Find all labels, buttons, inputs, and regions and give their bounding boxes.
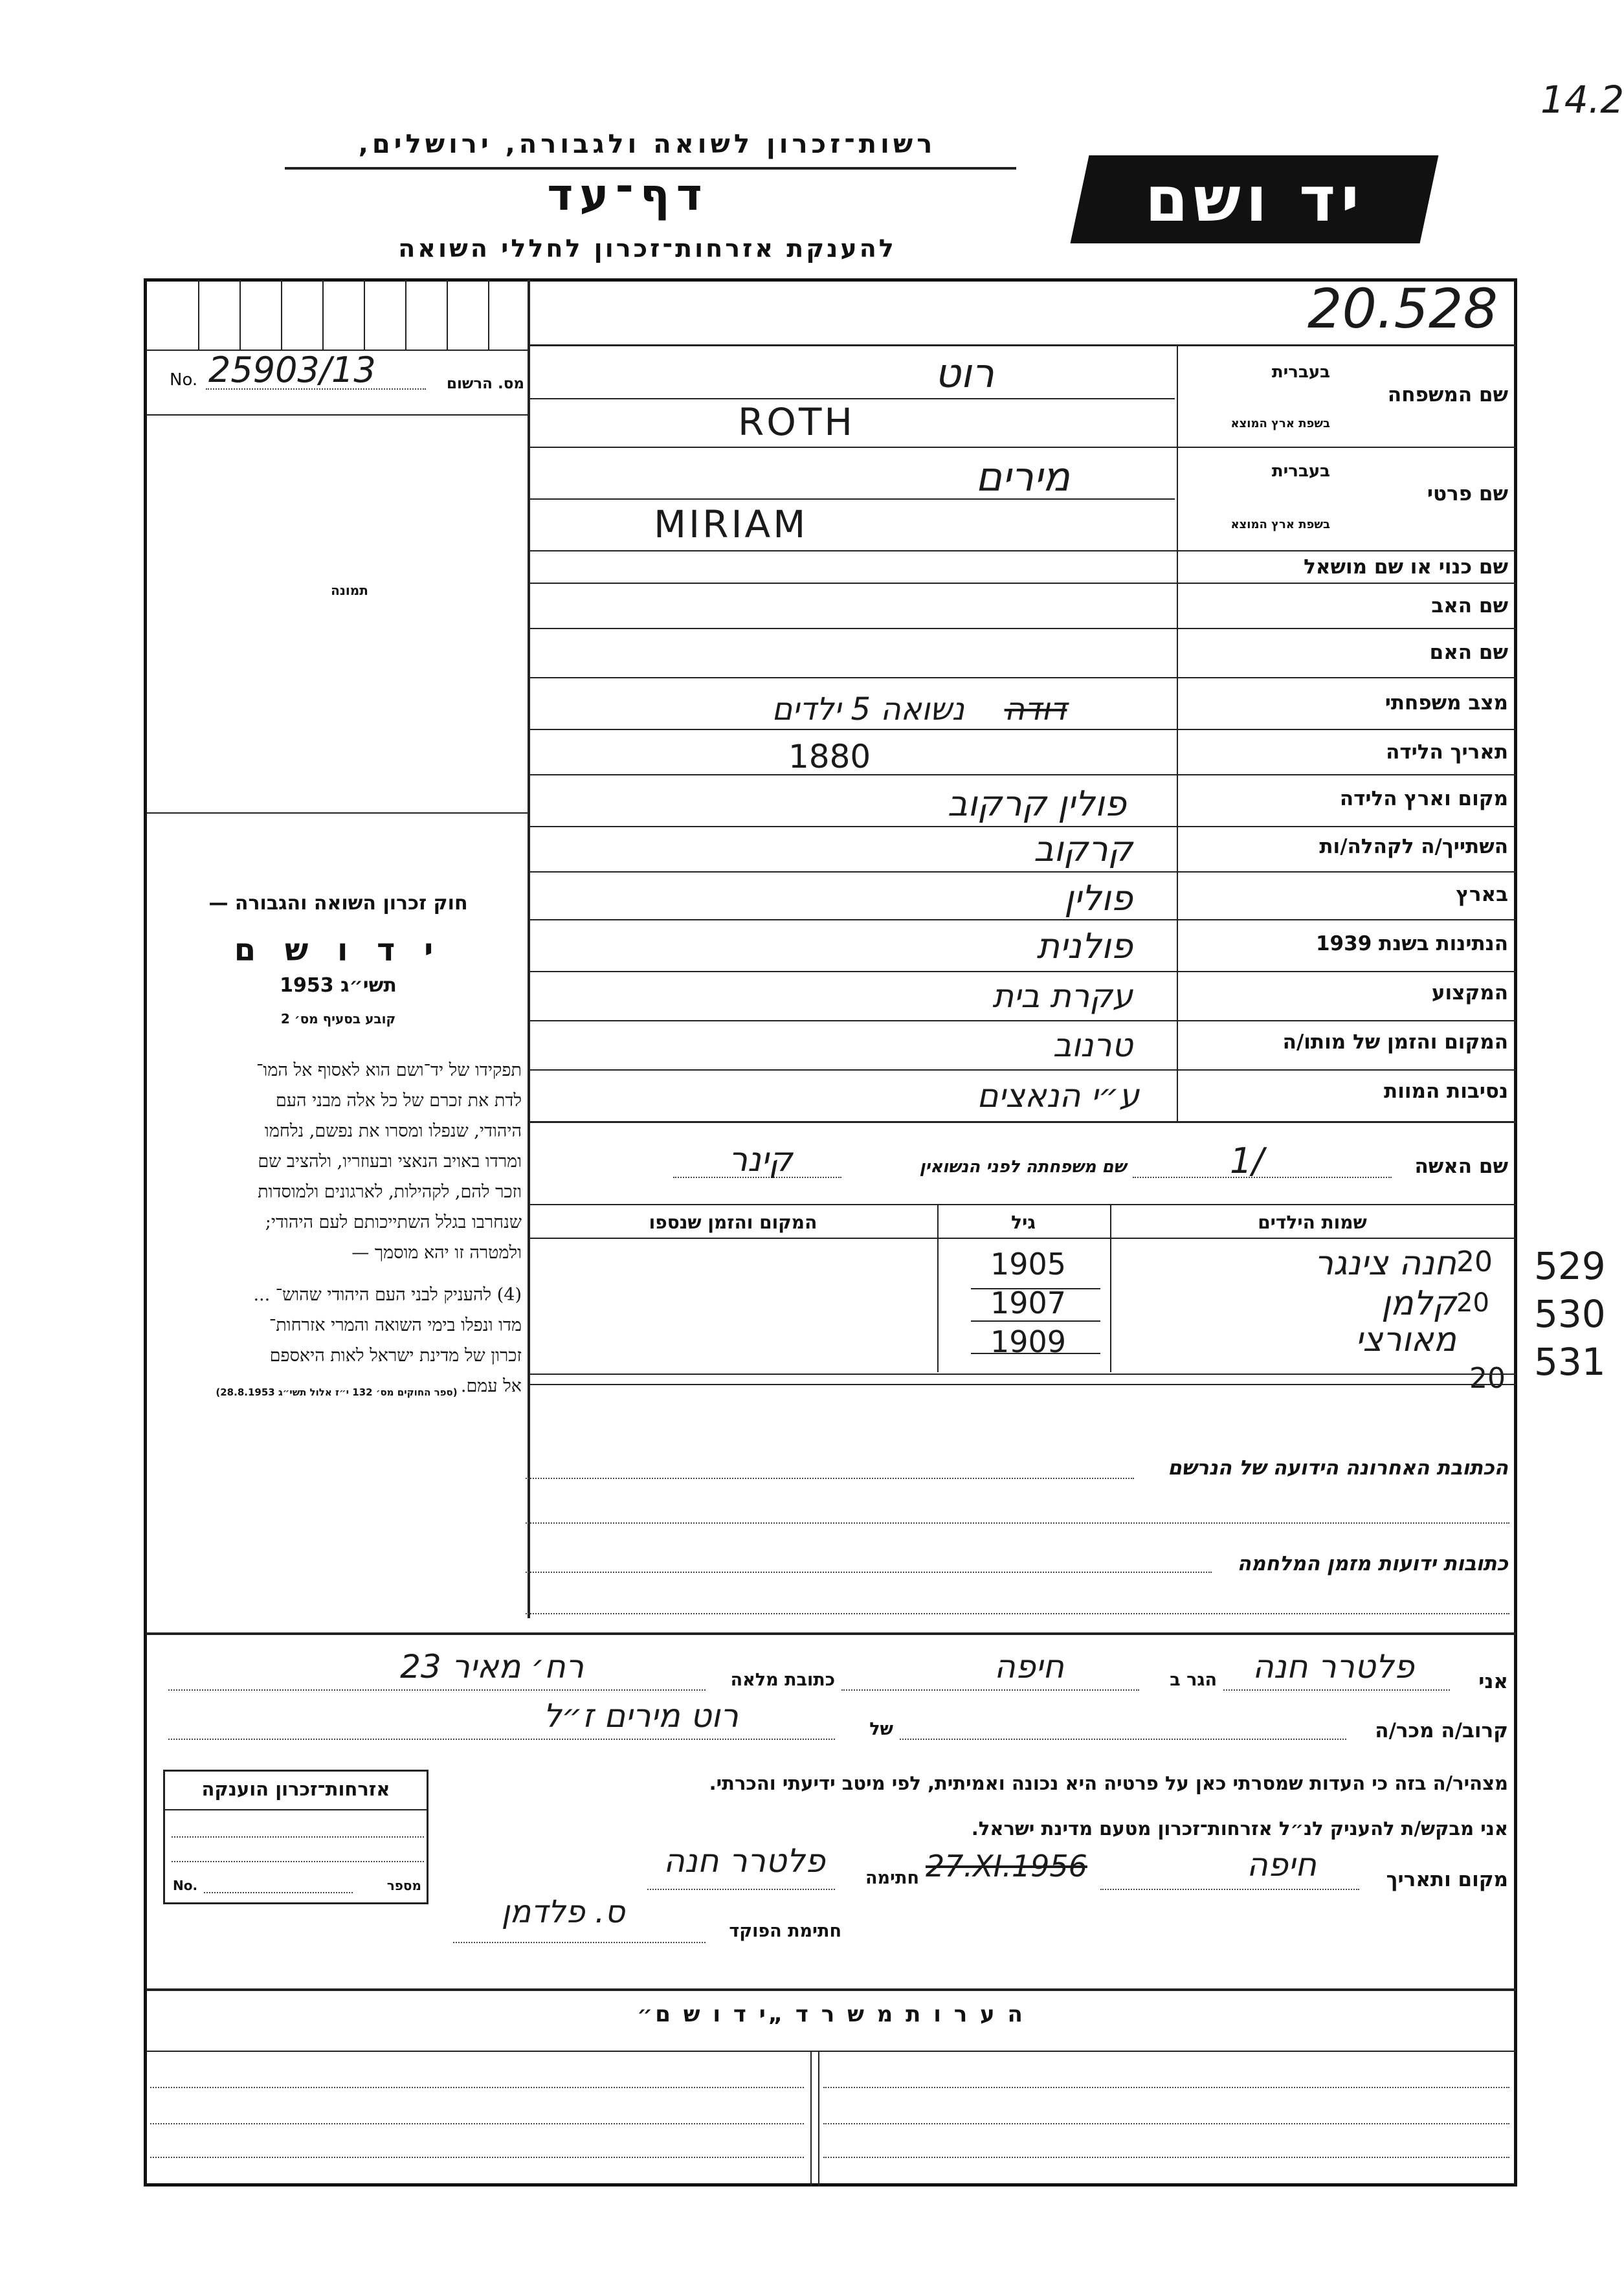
request-text: אני מבקש/ת להעניק לנ״ל אזרחות־זכרון מטעם מדינת ישראל. [971,1818,1508,1840]
spouse-maiden-label: שם משפחתה לפני הנשואין [919,1157,1126,1177]
official-signature-label: חתימת הפוקד [729,1921,841,1941]
declarant-ani-label: אני [1478,1670,1508,1693]
death-circumstances-value: ע״י הנאצים [977,1077,1139,1115]
family-name-origin-value: ROTH [738,400,855,444]
child-1-num: 20 [1456,1245,1493,1278]
child-1-year: 1905 [990,1247,1067,1282]
signature-label: חתימה [865,1868,919,1888]
nationality-label: הנתינות בשנת 1939 [1315,932,1508,955]
child-3-name: מאורצי [1355,1320,1456,1359]
first-name-origin-value: MIRIAM [654,502,808,546]
nickname-label: שם כנוי או שם מושאל [1304,555,1508,579]
country-value: פולין [1064,878,1133,918]
first-name-origin-label: בשפת ארץ המוצא [1230,518,1330,531]
occupation-label: המקצוע [1431,981,1508,1005]
law-line: היהודי, שנפלו ומסרו את נפשם, נלחמו [264,1121,522,1141]
photo-label: תמונה [331,583,368,598]
yad-vashem-logo [1071,155,1439,243]
family-name-hebrew-label: בעברית [1271,362,1330,382]
relative-name: רוט מירים ז״ל [543,1697,739,1735]
last-address-label: הכתובת האחרונה הידועה של הנרשם [1168,1456,1508,1480]
family-name-hebrew-value: רוט [934,350,995,397]
country-label: בארץ [1456,883,1508,906]
father-name-label: שם האב [1431,594,1508,618]
child-1-name: חנה צינגר [1314,1244,1456,1283]
page-title: דף־עד [547,170,709,221]
first-name-hebrew-label: בעברית [1271,462,1330,481]
law-body [154,1055,522,1401]
law-clause: קובע בסעיף מס׳ 2 [280,1011,396,1027]
mother-name-label: שם האם [1429,641,1508,664]
spouse-value: 1/ [1230,1141,1264,1181]
family-name-origin-label: בשפת ארץ המוצא [1230,417,1330,430]
relative-of-label: של [869,1719,893,1739]
law-line: (4) להעניק לבני העם היהודי שהוש־ ... [253,1285,522,1305]
law-year: תשי״ג 1953 [280,974,397,997]
registration-no-label: No. [170,370,198,390]
occupation-value: עקרת בית [992,977,1133,1015]
child-3-year: 1909 [990,1324,1067,1359]
birth-place-value: פולין קרקוב [947,783,1126,824]
record-number: 20.528 [1307,277,1498,340]
child-2-margin: 530 [1534,1292,1606,1336]
children-place-header: המקום והזמן שנספו [649,1212,818,1233]
death-circumstances-label: נסיבות המוות [1384,1080,1508,1103]
spouse-label: שם האשה [1414,1155,1508,1178]
spouse-maiden-value: קינר [728,1141,793,1179]
child-2-name: קלמן [1381,1284,1456,1323]
children-age-header: גיל [1011,1212,1036,1233]
death-place-value: טרנוב [1052,1027,1133,1064]
declaration-place: חיפה [1247,1846,1317,1884]
law-line: ומרדו באויב הנאצי ובעוזריו, ולהציב שם [258,1152,522,1172]
community-value: קרקוב [1033,829,1133,869]
marital-status-struck: דודה [1004,691,1067,728]
birth-date-label: תאריך הלידה [1386,740,1508,764]
birth-date-value: 1880 [788,738,871,775]
registration-label: מס. הרשום [446,375,524,392]
declaration-text: מצהיר/ה בזה כי העדות שמסרתי כאן על פרטיה היא נכונה ואמיתית, לפי מיטב ידיעתי והכרתי. [709,1772,1508,1794]
law-line: זכרון של מדינת ישראל לאות היאספם [269,1346,522,1366]
citizenship-box-title: אזרחות־זכרון הוענקה [201,1778,390,1800]
first-name-hebrew-value: מירים [975,453,1070,500]
child-2-num: 20 [1456,1288,1489,1318]
corner-number: 14.2 [1541,78,1624,122]
law-name: י ד ו ש ם [234,932,443,968]
child-2-year: 1907 [990,1285,1067,1320]
citizenship-box-no-label: No. [173,1878,198,1893]
declarant-city: חיפה [994,1648,1064,1686]
registration-number: 25903/13 [208,350,376,390]
first-name-label: שם פרטי [1427,482,1508,506]
authority-name: רשות־זכרון לשואה ולגבורה, ירושלים, [358,129,937,159]
declarant-address: רח׳ מאיר 23 [400,1648,584,1686]
law-line: וזכר להם, לקהילות, לארגונים ולמוסדות [258,1182,522,1202]
page-subtitle: להענקת אזרחות־זכרון לחללי השואה [398,234,896,263]
law-line: לדת את זכרם של כל אלה מבני העם [275,1091,522,1111]
declarant-address-label: כתובת מלאה [730,1670,835,1690]
birth-place-label: מקום וארץ הלידה [1339,787,1508,810]
marital-status-label: מצב משפחתי [1385,691,1508,715]
citizenship-box [163,1770,428,1904]
relative-label: קרוב/ה מכר/ה [1375,1719,1508,1742]
law-title: חוק זכרון השואה והגבורה — [208,892,468,915]
declaration-date: 27.XI.1956 [926,1849,1087,1884]
declarant-signature: פלטרר חנה [663,1842,825,1880]
official-signature: ס. פלדמן [501,1894,625,1930]
children-names-header: שמות הילדים [1258,1212,1367,1233]
child-3-num: 20 [1469,1362,1506,1395]
declarant-name: פלטרר חנה [1252,1648,1414,1686]
law-line: מדו ונפלו בימי השואה והמרי אזרחות־ [269,1315,522,1335]
community-label: השתייך/ה לקהלה/ות [1319,835,1508,858]
declarant-lives-label: הגר ב [1170,1670,1217,1690]
law-line: ולמטרה זו יהא מוסמך — [351,1243,522,1263]
office-notes-title: ה ע ר ו ת מ ש ר ד „י ד ו ש ם״ [637,2001,1025,2027]
child-1-margin: 529 [1534,1244,1606,1288]
law-line: שנחרבו בגלל השתייכותם לעם היהודי; [265,1212,522,1232]
child-3-margin: 531 [1534,1340,1606,1384]
law-citation: (ספר החוקים מס׳ 132 י״ז אלול תשי״ג 28.8.1953) [216,1386,458,1398]
death-place-label: המקום והזמן של מותו/ה [1282,1030,1508,1054]
law-line: אל עמם. [460,1376,522,1396]
place-date-label: מקום ותאריך [1386,1868,1508,1891]
citizenship-box-number-label: מספר [386,1878,421,1893]
logo-text: יד ושם [1144,163,1364,236]
wartime-address-label: כתובות ידועות מזמן המלחמה [1237,1552,1508,1575]
nationality-value: פולנית [1036,926,1133,966]
law-line: תפקידו של יד־ושם הוא לאסוף אל המו־ [256,1060,522,1080]
family-name-label: שם המשפחה [1387,383,1508,406]
marital-status-value: נשואה 5 ילדים [772,691,964,728]
